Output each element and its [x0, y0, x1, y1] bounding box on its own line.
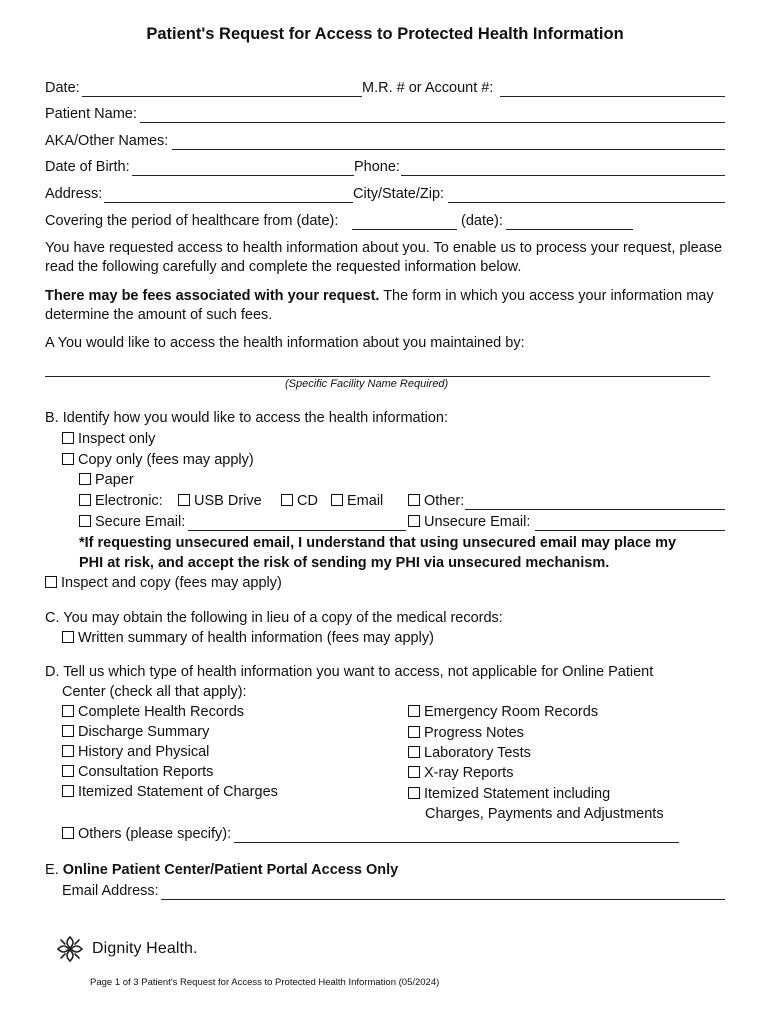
paper-option[interactable] — [79, 472, 134, 488]
unsecure-email-field[interactable] — [535, 530, 725, 531]
page-title: Patient's Request for Access to Protected Health Information — [146, 25, 624, 43]
dignity-health-logo — [55, 934, 198, 964]
option-label: Inspect and copy (fees may apply) — [61, 575, 282, 591]
record-type-option[interactable] — [408, 704, 598, 720]
copy-only-option[interactable] — [62, 452, 254, 468]
option-label: Laboratory Tests — [424, 745, 531, 761]
usb-option[interactable] — [178, 493, 262, 509]
logo-text: Dignity Health. — [92, 940, 198, 957]
checkbox[interactable] — [62, 432, 74, 444]
other-option[interactable] — [408, 493, 464, 509]
checkbox[interactable] — [408, 766, 420, 778]
inspect-only-option[interactable] — [62, 431, 155, 447]
email-address-field[interactable] — [161, 899, 725, 900]
record-type-continuation: Charges, Payments and Adjustments — [425, 806, 664, 822]
option-label: Itemized Statement including — [424, 786, 611, 802]
intro-paragraph: You have requested access to health information about you. To enable us to process your request, please read the following carefully and complete the requested information below. — [45, 240, 723, 275]
option-label: Paper — [95, 472, 134, 488]
option-label: Inspect only — [78, 431, 156, 447]
checkbox[interactable] — [62, 453, 74, 465]
record-type-option[interactable] — [408, 725, 524, 741]
covering-label: Covering the period of healthcare from (date): — [45, 213, 339, 229]
record-type-option[interactable] — [408, 765, 513, 781]
record-type-option[interactable] — [62, 784, 278, 800]
city-label: City/State/Zip: — [353, 186, 445, 202]
checkbox[interactable] — [408, 515, 420, 527]
option-label: Written summary of health information (fees may apply) — [78, 630, 434, 646]
section-d-text-1: D. Tell us which type of health information you want to access, not applicable for Online Patient — [45, 664, 654, 680]
option-label: Discharge Summary — [78, 724, 210, 740]
option-label: Itemized Statement of Charges — [78, 784, 278, 800]
checkbox[interactable] — [79, 494, 91, 506]
option-label: X-ray Reports — [424, 765, 514, 781]
inspect-and-copy-option[interactable] — [45, 575, 282, 591]
option-label: Others (please specify): — [78, 826, 232, 842]
section-a-text: A You would like to access the health information about you maintained by: — [45, 335, 525, 351]
email-option[interactable] — [331, 493, 383, 509]
city-field[interactable] — [448, 202, 725, 203]
warning-line-2: PHI at risk, and accept the risk of sending my PHI via unsecured mechanism. — [79, 555, 610, 571]
record-type-option[interactable] — [62, 724, 209, 740]
option-label: CD — [297, 493, 318, 509]
record-type-option[interactable] — [62, 764, 213, 780]
section-e-prefix: E. — [45, 862, 59, 878]
checkbox[interactable] — [45, 576, 57, 588]
address-field[interactable] — [104, 202, 353, 203]
covering-to-field[interactable] — [506, 229, 633, 230]
option-label: Email — [347, 493, 384, 509]
secure-email-option[interactable] — [79, 514, 185, 530]
section-d-text-2: Center (check all that apply): — [62, 684, 247, 700]
covering-to-label: (date): — [461, 213, 503, 229]
checkbox[interactable] — [408, 705, 420, 717]
email-address-label: Email Address: — [62, 883, 159, 899]
address-label: Address: — [45, 186, 103, 202]
checkbox[interactable] — [408, 746, 420, 758]
option-label: Progress Notes — [424, 725, 524, 741]
aka-label: AKA/Other Names: — [45, 133, 169, 149]
dignity-health-logo-icon — [55, 934, 85, 964]
checkbox[interactable] — [331, 494, 343, 506]
option-label: Consultation Reports — [78, 764, 214, 780]
mr-label: M.R. # or Account #: — [362, 80, 494, 96]
facility-name-field[interactable] — [45, 376, 710, 377]
other-field[interactable] — [465, 509, 725, 510]
checkbox[interactable] — [178, 494, 190, 506]
checkbox[interactable] — [62, 745, 74, 757]
others-field[interactable] — [234, 842, 679, 843]
checkbox[interactable] — [79, 473, 91, 485]
phone-field[interactable] — [401, 175, 725, 176]
record-type-option[interactable] — [408, 786, 610, 802]
option-label: Other: — [424, 493, 465, 509]
section-c-text: C. You may obtain the following in lieu of a copy of the medical records: — [45, 610, 503, 626]
covering-from-field[interactable] — [352, 229, 457, 230]
others-option[interactable] — [62, 826, 231, 842]
checkbox[interactable] — [62, 785, 74, 797]
unsecure-email-option[interactable] — [408, 514, 530, 530]
option-label: Complete Health Records — [78, 704, 245, 720]
date-field[interactable] — [82, 96, 362, 97]
patient-name-field[interactable] — [140, 122, 725, 123]
checkbox[interactable] — [62, 705, 74, 717]
checkbox[interactable] — [408, 494, 420, 506]
record-type-option[interactable] — [408, 745, 531, 761]
option-label: History and Physical — [78, 744, 210, 760]
checkbox[interactable] — [62, 827, 74, 839]
patient-name-label: Patient Name: — [45, 106, 137, 122]
fees-rest: The form in which you access your information may determine the amount of such fees. — [45, 288, 714, 323]
record-type-option[interactable] — [62, 744, 209, 760]
fees-bold: There may be fees associated with your request. — [45, 288, 380, 304]
page-footer: Page 1 of 3 Patient's Request for Access to Protected Health Information (05/2024) — [90, 977, 440, 988]
checkbox[interactable] — [62, 631, 74, 643]
option-label: Electronic: — [95, 493, 163, 509]
section-e-title: Online Patient Center/Patient Portal Access Only — [62, 862, 399, 878]
cd-option[interactable] — [281, 493, 318, 509]
written-summary-option[interactable] — [62, 630, 434, 646]
phone-label: Phone: — [354, 159, 400, 175]
option-label: Emergency Room Records — [424, 704, 599, 720]
option-label: Secure Email: — [95, 514, 186, 530]
electronic-option[interactable] — [79, 493, 163, 509]
option-label: Unsecure Email: — [424, 514, 531, 530]
fees-paragraph — [45, 287, 745, 325]
aka-field[interactable] — [172, 149, 725, 150]
warning-line-1: *If requesting unsecured email, I understand that using unsecured email may place my — [79, 535, 677, 551]
section-b-text: B. Identify how you would like to access the health information: — [45, 410, 448, 426]
date-label: Date: — [45, 80, 80, 96]
facility-caption: (Specific Facility Name Required) — [285, 378, 449, 390]
section-e-heading — [45, 862, 398, 878]
secure-email-field[interactable] — [188, 530, 406, 531]
record-type-option[interactable] — [62, 704, 244, 720]
dob-label: Date of Birth: — [45, 159, 130, 175]
checkbox[interactable] — [62, 725, 74, 737]
mr-field[interactable] — [500, 96, 725, 97]
checkbox[interactable] — [281, 494, 293, 506]
option-label: Copy only (fees may apply) — [78, 452, 254, 468]
dob-field[interactable] — [132, 175, 354, 176]
option-label: USB Drive — [194, 493, 262, 509]
checkbox[interactable] — [79, 515, 91, 527]
checkbox[interactable] — [62, 765, 74, 777]
checkbox[interactable] — [408, 726, 420, 738]
checkbox[interactable] — [408, 787, 420, 799]
